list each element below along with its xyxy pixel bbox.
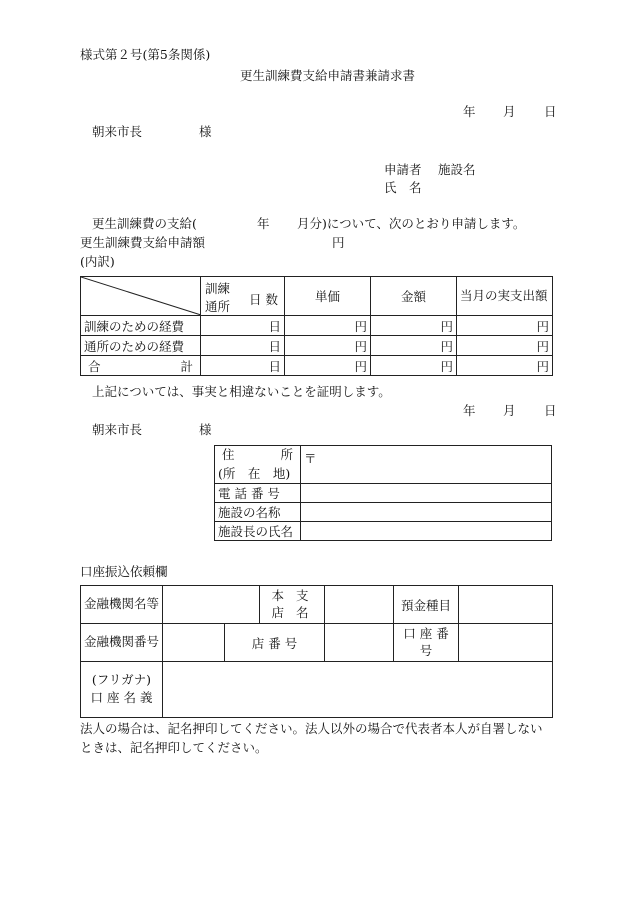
amount-header: 金額 xyxy=(371,277,457,316)
intro-sentence-end: 月分)について、次のとおり申請します。 xyxy=(297,216,526,231)
row-label: 訓練のための経費 xyxy=(81,316,201,336)
facility-name-field[interactable] xyxy=(301,503,552,522)
total-label-b: 計 xyxy=(180,358,193,374)
director-label: 施設長の氏名 xyxy=(215,522,301,541)
certify-date-day: 日 xyxy=(544,403,557,418)
certify-addressee: 朝来市長 xyxy=(92,422,143,437)
amount-cell[interactable]: 円 xyxy=(371,356,457,376)
bank-table xyxy=(80,585,553,718)
facility-name-row-label: 施設の名称 xyxy=(215,503,301,522)
branch-field[interactable] xyxy=(325,586,394,624)
total-label xyxy=(81,356,201,376)
account-no-field[interactable] xyxy=(459,624,553,662)
table-row xyxy=(81,336,553,356)
certify-date-year: 年 xyxy=(463,403,476,418)
actual-cell[interactable]: 円 xyxy=(457,336,553,356)
certify-date-month: 月 xyxy=(503,403,516,418)
days-cell[interactable]: 日 xyxy=(201,316,285,336)
address-sub-label: (所 在 地) xyxy=(218,465,291,481)
certify-text: 上記については、事実と相違ないことを証明します。 xyxy=(92,384,391,399)
breakdown-table xyxy=(80,276,553,376)
days-header-commute: 通所 xyxy=(205,299,231,315)
note-text: 法人の場合は、記名押印してください。法人以外の場合で代表者本人が自署しないときは、記名押印してください。 xyxy=(80,721,543,755)
address-label xyxy=(215,446,301,484)
table-row xyxy=(81,316,553,336)
form-number: 様式第２号(第5条関係) xyxy=(80,47,211,62)
postal-mark: 〒 xyxy=(304,451,317,466)
phone-field[interactable] xyxy=(301,484,552,503)
actual-cell[interactable]: 円 xyxy=(457,316,553,336)
breakdown-label: (内訳) xyxy=(80,254,115,269)
intro-sentence-start: 更生訓練費の支給( xyxy=(92,216,197,231)
unit-price-cell[interactable]: 円 xyxy=(285,336,371,356)
amount-label: 更生訓練費支給申請額 xyxy=(80,235,206,250)
address-field[interactable] xyxy=(301,446,552,484)
institution-name-label: 金融機関名等 xyxy=(81,586,163,624)
holder-label xyxy=(81,662,163,718)
branch-label: 本 支 店 名 xyxy=(260,586,325,624)
date-year: 年 xyxy=(463,104,476,119)
total-label-a: 合 xyxy=(88,358,101,374)
intro-year: 年 xyxy=(257,216,270,231)
table-row-total xyxy=(81,356,553,376)
director-field[interactable] xyxy=(301,522,552,541)
row-label: 通所のための経費 xyxy=(81,336,201,356)
phone-label: 電 話 番 号 xyxy=(215,484,301,503)
deposit-type-label: 預金種目 xyxy=(394,586,459,624)
amount-cell[interactable]: 円 xyxy=(371,336,457,356)
certify-honorific: 様 xyxy=(199,422,212,437)
institution-no-label: 金融機関番号 xyxy=(81,624,163,662)
days-header-count: 日 数 xyxy=(249,292,278,307)
store-no-field[interactable] xyxy=(325,624,394,662)
days-cell[interactable]: 日 xyxy=(201,356,285,376)
address-label-a: 住 xyxy=(222,447,235,463)
addressee: 朝来市長 xyxy=(92,124,143,139)
days-header-training: 訓練 xyxy=(205,281,231,296)
diagonal-header-cell xyxy=(81,277,201,316)
applicant-name-label: 氏 名 xyxy=(384,180,422,195)
date-month: 月 xyxy=(503,104,516,119)
form-title: 更生訓練費支給申請書兼請求書 xyxy=(240,68,416,83)
days-header xyxy=(201,277,285,316)
unit-price-header: 単価 xyxy=(285,277,371,316)
account-holder-field[interactable] xyxy=(163,662,553,718)
bank-section-title: 口座振込依頼欄 xyxy=(80,564,168,579)
amount-unit: 円 xyxy=(332,235,345,250)
applicant-label: 申請者 xyxy=(384,162,422,177)
store-no-label: 店 番 号 xyxy=(225,624,325,662)
unit-price-cell[interactable]: 円 xyxy=(285,316,371,336)
amount-cell[interactable]: 円 xyxy=(371,316,457,336)
institution-name-field[interactable] xyxy=(163,586,260,624)
date-day: 日 xyxy=(544,104,557,119)
actual-cell[interactable]: 円 xyxy=(457,356,553,376)
deposit-type-field[interactable] xyxy=(459,586,553,624)
facility-name-label: 施設名 xyxy=(438,162,476,177)
kana-label: (フリガナ) xyxy=(91,672,152,688)
facility-table xyxy=(214,445,552,541)
account-holder-label: 口 座 名 義 xyxy=(90,690,153,706)
honorific: 様 xyxy=(199,124,212,139)
unit-price-cell[interactable]: 円 xyxy=(285,356,371,376)
address-label-b: 所 xyxy=(280,447,293,463)
institution-no-field[interactable] xyxy=(163,624,225,662)
days-cell[interactable]: 日 xyxy=(201,336,285,356)
actual-expense-header: 当月の実支出額 xyxy=(457,277,553,316)
account-no-label: 口 座 番 号 xyxy=(394,624,459,662)
diagonal-line xyxy=(81,277,201,315)
